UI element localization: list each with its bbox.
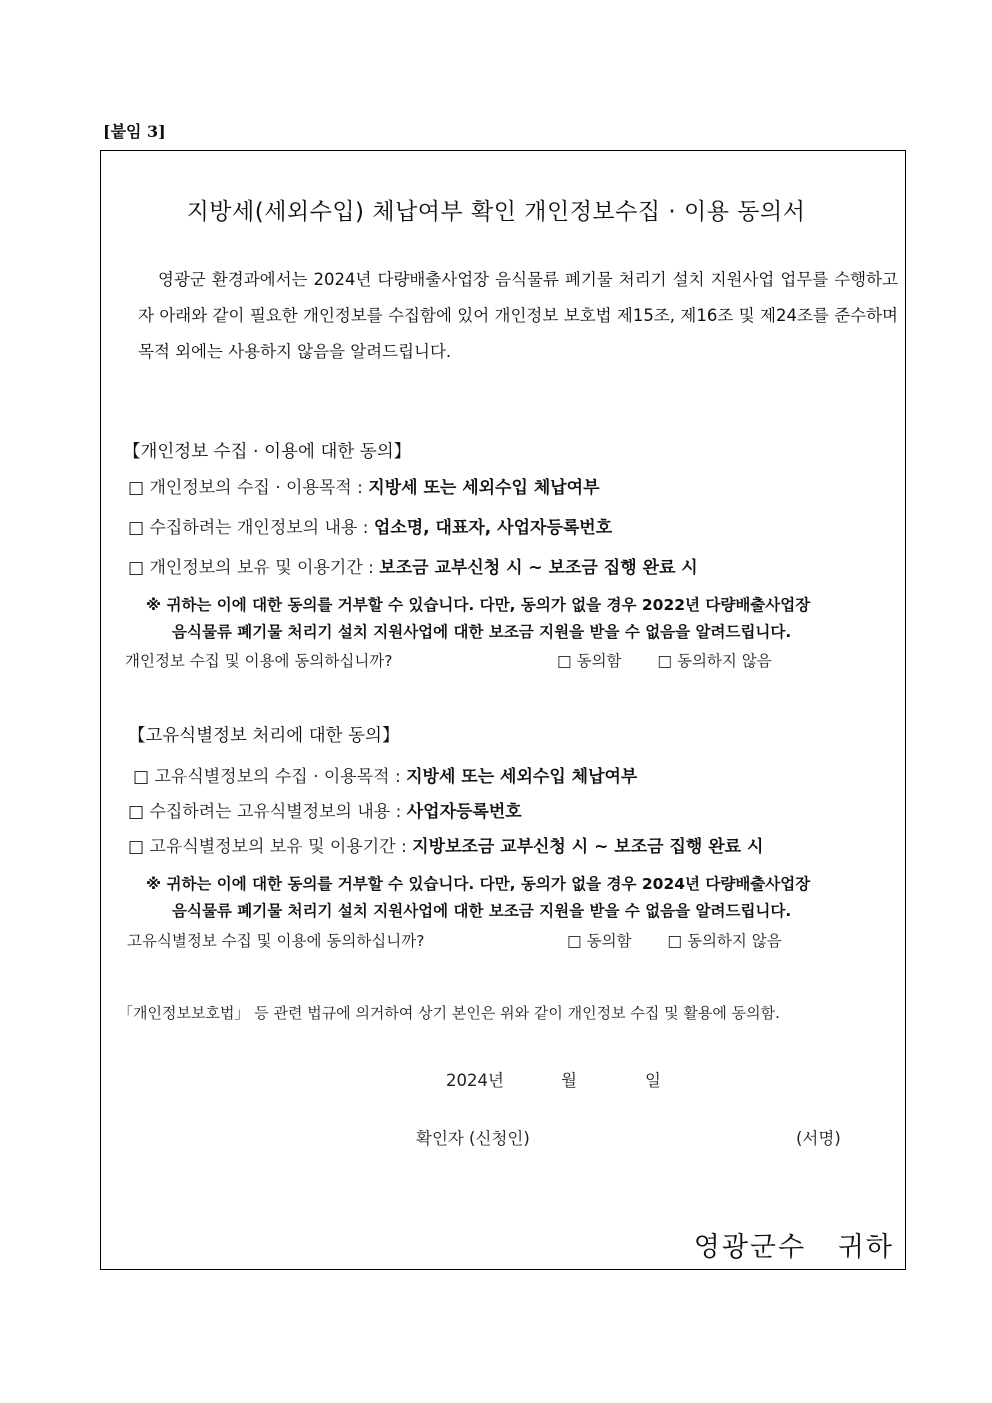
- consent-statement: 「개인정보보호법」 등 관련 법규에 의거하여 상기 본인은 위와 같이 개인정보 수집 및 활용에 동의함.: [118, 1004, 780, 1022]
- agree-checkbox[interactable]: □: [557, 652, 572, 670]
- addressee: 영광군수 귀하: [693, 1232, 894, 1263]
- checkbox-icon[interactable]: □: [128, 837, 145, 857]
- disagree-checkbox[interactable]: □: [657, 652, 673, 670]
- agree-label: 동의함: [586, 932, 632, 950]
- checkbox-icon[interactable]: □: [128, 558, 145, 578]
- item-value: 지방세 또는 세외수입 체납여부: [368, 478, 600, 498]
- form-title: 지방세(세외수입) 체납여부 확인 개인정보수집 · 이용 동의서: [186, 199, 806, 225]
- section2-heading: 【고유식별정보 처리에 대한 동의】: [128, 726, 400, 746]
- section1-item-contents: [128, 513, 612, 538]
- item-label: 개인정보의 수집 · 이용목적 :: [149, 478, 363, 498]
- section1-item-purpose: [128, 473, 600, 498]
- date-month: 월: [561, 1071, 577, 1090]
- section2-item-contents: [128, 797, 522, 822]
- section1-consent-options: [557, 649, 772, 671]
- item-value: 보조금 교부신청 시 ~ 보조금 집행 완료 시: [379, 558, 698, 578]
- section1-heading: 【개인정보 수집 · 이용에 대한 동의】: [123, 442, 412, 462]
- section2-item-purpose: [133, 762, 637, 787]
- item-label: 고유식별정보의 보유 및 이용기간 :: [149, 837, 407, 857]
- item-value: 사업자등록번호: [406, 802, 522, 822]
- section1-item-retention: [128, 553, 698, 578]
- attachment-label: [붙임 3]: [103, 122, 166, 141]
- checkbox-icon[interactable]: □: [128, 802, 145, 822]
- agree-checkbox[interactable]: □: [567, 932, 582, 950]
- disagree-label: 동의하지 않음: [686, 932, 782, 950]
- checkbox-icon[interactable]: □: [128, 518, 145, 538]
- item-label: 고유식별정보의 수집 · 이용목적 :: [154, 767, 401, 787]
- item-label: 개인정보의 보유 및 이용기간 :: [149, 558, 374, 578]
- item-value: 업소명, 대표자, 사업자등록번호: [373, 518, 613, 538]
- confirmer-label: 확인자 (신청인): [416, 1129, 530, 1148]
- section2-item-retention: [128, 832, 763, 857]
- intro-paragraph: [138, 262, 898, 370]
- agree-label: 동의함: [576, 652, 622, 670]
- date-day: 일: [645, 1071, 661, 1090]
- section2-consent-options: [567, 929, 782, 951]
- section2-question: 고유식별정보 수집 및 이용에 동의하십니까?: [127, 932, 425, 950]
- section1-note-line2: 음식물류 폐기물 처리기 설치 지원사업에 대한 보조금 지원을 받을 수 없음을 알려드립니다.: [172, 623, 792, 641]
- checkbox-icon[interactable]: □: [128, 478, 145, 498]
- section1-note-line1: ※ 귀하는 이에 대한 동의를 거부할 수 있습니다. 다만, 동의가 없을 경우 2022년 다량배출사업장: [146, 596, 811, 614]
- item-label: 수집하려는 고유식별정보의 내용 :: [149, 802, 402, 822]
- section2-note-line1: ※ 귀하는 이에 대한 동의를 거부할 수 있습니다. 다만, 동의가 없을 경우 2024년 다량배출사업장: [146, 875, 811, 893]
- disagree-checkbox[interactable]: □: [667, 932, 683, 950]
- intro-text: 영광군 환경과에서는 2024년 다량배출사업장 음식물류 폐기물 처리기 설치 지원사업 업무를 수행하고자 아래와 같이 필요한 개인정보를 수집함에 있어 개인정보 보호법 제15조, 제16조 및 제24조를 준수하며 목적 외에는 사용하지 않음을 알려드립니다.: [138, 270, 898, 361]
- item-value: 지방세 또는 세외수입 체납여부: [406, 767, 638, 787]
- section1-question: 개인정보 수집 및 이용에 동의하십니까?: [125, 652, 393, 670]
- signature-label: (서명): [796, 1129, 841, 1148]
- checkbox-icon[interactable]: □: [133, 767, 150, 787]
- item-value: 지방보조금 교부신청 시 ~ 보조금 집행 완료 시: [412, 837, 764, 857]
- disagree-label: 동의하지 않음: [676, 652, 772, 670]
- item-label: 수집하려는 개인정보의 내용 :: [149, 518, 369, 538]
- date-year: 2024년: [446, 1071, 504, 1090]
- section2-note-line2: 음식물류 폐기물 처리기 설치 지원사업에 대한 보조금 지원을 받을 수 없음을 알려드립니다.: [172, 902, 792, 920]
